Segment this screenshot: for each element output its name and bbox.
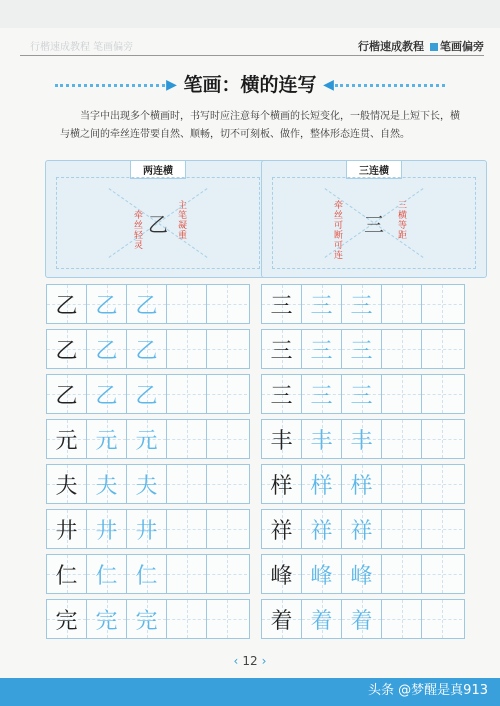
example-char: 三 [364, 212, 384, 237]
model-cell [262, 420, 302, 458]
trace-cell [302, 285, 342, 323]
model-cell [262, 510, 302, 548]
practice-char: 祥 [310, 518, 333, 544]
panel-grid [56, 177, 260, 269]
practice-char: 乙 [55, 383, 78, 409]
blank-cell [207, 600, 247, 638]
practice-row [46, 509, 250, 549]
practice-char: 乙 [55, 293, 78, 319]
practice-char: 三 [350, 293, 373, 319]
blank-cell [422, 510, 462, 548]
practice-char: 峰 [350, 563, 373, 589]
practice-char: 元 [55, 428, 78, 454]
practice-char: 峰 [310, 563, 333, 589]
model-cell [47, 465, 87, 503]
practice-char: 三 [350, 338, 373, 364]
watermark: 头条 @梦醒是真913 [368, 683, 488, 698]
trace-cell [342, 510, 382, 548]
model-cell [47, 330, 87, 368]
practice-char: 元 [95, 428, 118, 454]
practice-row [261, 599, 465, 639]
model-cell [262, 465, 302, 503]
model-cell [47, 510, 87, 548]
practice-row [261, 419, 465, 459]
note-spacing: 三横等距 [396, 200, 406, 240]
note-main-stroke: 主笔凝重 [176, 200, 186, 240]
practice-char: 井 [135, 518, 158, 544]
blank-cell [382, 600, 422, 638]
title-bar [55, 70, 445, 100]
book-title: 行楷速成教程 [358, 40, 424, 53]
trace-cell [342, 465, 382, 503]
practice-char: 完 [95, 608, 118, 634]
blank-cell [167, 465, 207, 503]
panel-tab: 两连横 [130, 161, 186, 179]
page-title-text: 笔画：横的连写 [183, 74, 317, 96]
blank-cell [382, 555, 422, 593]
page-title [55, 70, 445, 97]
trace-cell [87, 600, 127, 638]
header-rule [20, 55, 484, 56]
blank-cell [422, 600, 462, 638]
model-cell [47, 555, 87, 593]
practice-grid-right [261, 284, 465, 644]
trace-cell [302, 375, 342, 413]
trace-cell [87, 510, 127, 548]
trace-cell [302, 555, 342, 593]
intro-paragraph: 当字中出现多个横画时，书写时应注意每个横画的长短变化，一般情况是上短下长，横与横之间的牵丝连带要自然、顺畅，切不可刻板、做作，整体形态连贯、自然。 [60, 111, 460, 140]
practice-row [46, 554, 250, 594]
practice-char: 着 [310, 608, 333, 634]
practice-char: 样 [350, 473, 373, 499]
example-char: 乙 [148, 212, 168, 237]
practice-char: 三 [310, 383, 333, 409]
practice-row [261, 374, 465, 414]
blank-cell [422, 465, 462, 503]
practice-char: 元 [135, 428, 158, 454]
practice-char: 三 [270, 338, 293, 364]
practice-row [261, 464, 465, 504]
page-number [0, 654, 500, 668]
practice-row [46, 284, 250, 324]
blank-cell [382, 420, 422, 458]
page-number-text: 12 [242, 654, 258, 668]
trace-cell [127, 330, 167, 368]
blank-cell [207, 465, 247, 503]
model-cell [47, 375, 87, 413]
blank-cell [167, 285, 207, 323]
practice-char: 乙 [55, 338, 78, 364]
practice-char: 三 [270, 293, 293, 319]
practice-row [46, 329, 250, 369]
trace-cell [342, 285, 382, 323]
trace-cell [127, 375, 167, 413]
practice-char: 夫 [95, 473, 118, 499]
practice-row [261, 554, 465, 594]
practice-char: 乙 [135, 383, 158, 409]
blank-cell [382, 465, 422, 503]
section-title: 笔画偏旁 [440, 40, 484, 53]
model-cell [47, 285, 87, 323]
model-cell [262, 285, 302, 323]
practice-char: 夫 [135, 473, 158, 499]
practice-row [46, 374, 250, 414]
trace-cell [87, 375, 127, 413]
trace-cell [87, 330, 127, 368]
practice-row [46, 419, 250, 459]
practice-row [261, 509, 465, 549]
trace-cell [342, 330, 382, 368]
trace-cell [87, 285, 127, 323]
trace-cell [302, 600, 342, 638]
blank-cell [422, 555, 462, 593]
trace-cell [342, 555, 382, 593]
trace-cell [302, 510, 342, 548]
blank-cell [422, 420, 462, 458]
practice-char: 着 [270, 608, 293, 634]
trace-cell [87, 555, 127, 593]
practice-row [261, 329, 465, 369]
practice-row [46, 599, 250, 639]
model-cell [262, 600, 302, 638]
model-cell [262, 375, 302, 413]
model-cell [47, 420, 87, 458]
model-cell [47, 600, 87, 638]
faint-header: 行楷速成教程 笔画偏旁 [30, 42, 134, 53]
example-panel-three-horizontals [261, 160, 487, 278]
practice-char: 仁 [95, 563, 118, 589]
practice-char: 乙 [135, 338, 158, 364]
practice-char: 三 [310, 293, 333, 319]
running-header [358, 38, 484, 54]
trace-cell [127, 510, 167, 548]
practice-char: 丰 [350, 428, 373, 454]
practice-char: 仁 [55, 563, 78, 589]
practice-char: 三 [270, 383, 293, 409]
trace-cell [302, 330, 342, 368]
blank-cell [382, 510, 422, 548]
blank-cell [207, 330, 247, 368]
square-icon [430, 43, 438, 51]
trace-cell [302, 465, 342, 503]
page-arrow-right-icon: › [261, 654, 267, 668]
blank-cell [382, 330, 422, 368]
practice-char: 乙 [95, 338, 118, 364]
blank-cell [167, 375, 207, 413]
trace-cell [127, 600, 167, 638]
blank-cell [167, 600, 207, 638]
practice-char: 乙 [135, 293, 158, 319]
top-scan-band [0, 0, 500, 28]
blank-cell [422, 330, 462, 368]
practice-char: 峰 [270, 563, 293, 589]
model-cell [262, 555, 302, 593]
practice-char: 仁 [135, 563, 158, 589]
practice-char: 井 [55, 518, 78, 544]
trace-cell [127, 285, 167, 323]
blank-cell [167, 555, 207, 593]
panel-grid [272, 177, 476, 269]
practice-char: 完 [135, 608, 158, 634]
blank-cell [382, 285, 422, 323]
blank-cell [382, 375, 422, 413]
practice-char: 乙 [95, 293, 118, 319]
practice-char: 祥 [270, 518, 293, 544]
practice-row [261, 284, 465, 324]
blank-cell [207, 375, 247, 413]
practice-char: 井 [95, 518, 118, 544]
trace-cell [342, 420, 382, 458]
trace-cell [87, 465, 127, 503]
blank-cell [207, 285, 247, 323]
blank-cell [207, 510, 247, 548]
page-arrow-left-icon: ‹ [233, 654, 239, 668]
note-connection: 牵丝可断可连 [332, 200, 342, 260]
practice-row [46, 464, 250, 504]
practice-char: 样 [270, 473, 293, 499]
panel-tab: 三连横 [346, 161, 402, 179]
trace-cell [87, 420, 127, 458]
blank-cell [167, 510, 207, 548]
trace-cell [127, 465, 167, 503]
practice-char: 乙 [95, 383, 118, 409]
practice-char: 着 [350, 608, 373, 634]
blank-cell [207, 555, 247, 593]
trace-cell [342, 375, 382, 413]
trace-cell [302, 420, 342, 458]
example-panel-two-horizontals [45, 160, 271, 278]
practice-char: 三 [350, 383, 373, 409]
trace-cell [127, 420, 167, 458]
blank-cell [422, 375, 462, 413]
practice-grid-left [46, 284, 250, 644]
practice-char: 完 [55, 608, 78, 634]
trace-cell [127, 555, 167, 593]
arrow-right-icon: ▶ [166, 77, 177, 93]
blank-cell [167, 330, 207, 368]
practice-char: 丰 [310, 428, 333, 454]
practice-char: 三 [310, 338, 333, 364]
model-cell [262, 330, 302, 368]
blank-cell [167, 420, 207, 458]
blank-cell [422, 285, 462, 323]
practice-char: 夫 [55, 473, 78, 499]
arrow-left-icon: ◀ [323, 77, 334, 93]
practice-char: 样 [310, 473, 333, 499]
blank-cell [207, 420, 247, 458]
practice-char: 丰 [270, 428, 293, 454]
note-connection: 牵丝轻灵 [132, 210, 142, 250]
trace-cell [342, 600, 382, 638]
practice-char: 祥 [350, 518, 373, 544]
